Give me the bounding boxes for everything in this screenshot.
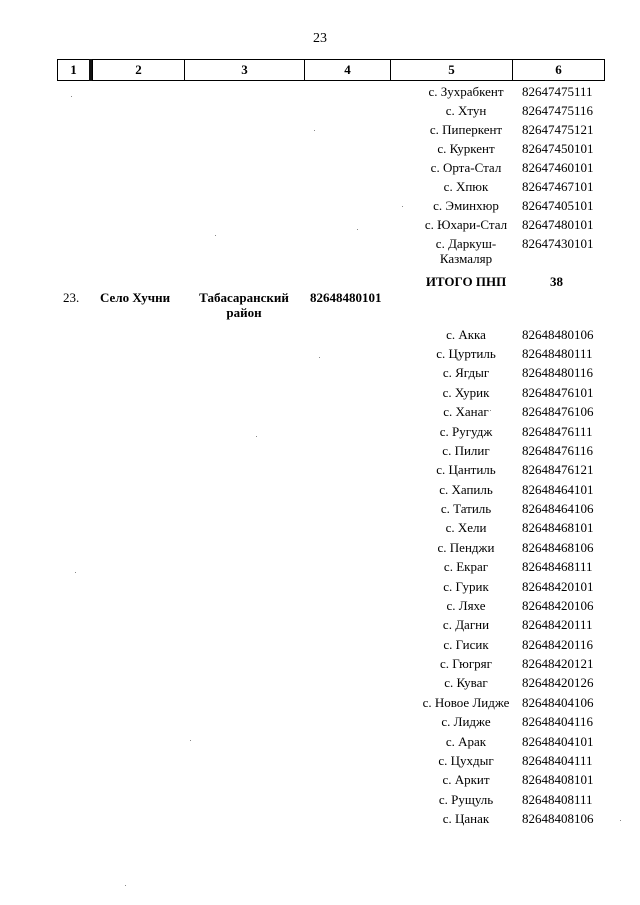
entry-number: 23. xyxy=(63,290,80,305)
locality-name: с. Ругудж xyxy=(439,424,493,439)
scan-speck xyxy=(620,820,621,821)
scan-speck xyxy=(319,357,320,358)
header-label: 4 xyxy=(344,62,351,77)
locality-name: с. Орта-Стал xyxy=(430,160,502,175)
locality-code: 82648480116 xyxy=(522,365,594,380)
locality-code: 82648464101 xyxy=(522,482,594,497)
locality-name: с. Зухрабкент xyxy=(428,84,504,99)
total-value: 38 xyxy=(550,274,563,289)
entry-district: Табасаранский xyxy=(199,290,289,305)
locality-name: с. Цанак xyxy=(442,811,490,826)
header-cell-5 xyxy=(390,59,512,81)
header-label: 3 xyxy=(241,62,248,77)
scan-speck xyxy=(490,410,491,411)
header-cell-4 xyxy=(304,59,390,81)
locality-code: 82647467101 xyxy=(522,179,594,194)
locality-code: 82648420111 xyxy=(522,617,593,632)
locality-name: с. Эминхюр xyxy=(433,198,499,213)
locality-name: с. Гисик xyxy=(443,637,489,652)
locality-code: 82647450101 xyxy=(522,141,594,156)
locality-code: 82648464106 xyxy=(522,501,594,516)
header-label: 1 xyxy=(70,62,77,77)
locality-name: с. Юхари-Стал xyxy=(424,217,508,232)
page-number: 23 xyxy=(313,31,327,46)
locality-name: с. Ляхе xyxy=(446,598,486,613)
locality-code: 82648476121 xyxy=(522,462,594,477)
locality-name: с. Пенджи xyxy=(437,540,495,555)
locality-name: с. Лидже xyxy=(441,714,491,729)
header-cell-6 xyxy=(512,59,605,81)
locality-code: 82647475111 xyxy=(522,84,593,99)
locality-code: 82648420126 xyxy=(522,675,594,690)
locality-code: 82648420116 xyxy=(522,637,594,652)
locality-code: 82648476111 xyxy=(522,424,593,439)
scan-speck xyxy=(125,885,126,886)
scan-speck xyxy=(75,572,76,573)
locality-name: с. Цухдыг xyxy=(438,753,494,768)
scan-speck xyxy=(256,436,257,437)
locality-name: с. Аркит xyxy=(442,772,490,787)
locality-code: 82647480101 xyxy=(522,217,594,232)
locality-code: 82648468111 xyxy=(522,559,593,574)
locality-code: 82647430101 xyxy=(522,236,594,251)
locality-name: с. Хпюк xyxy=(443,179,489,194)
locality-code: 82647475121 xyxy=(522,122,594,137)
locality-name: с. Гюгряг xyxy=(440,656,492,671)
locality-name: с. Хтун xyxy=(445,103,487,118)
locality-code: 82648404101 xyxy=(522,734,594,749)
header-label: 5 xyxy=(448,62,455,77)
locality-code: 82648476101 xyxy=(522,385,594,400)
locality-code: 82647475116 xyxy=(522,103,594,118)
locality-code: 82648480111 xyxy=(522,346,593,361)
locality-code: 82648408111 xyxy=(522,792,593,807)
locality-code: 82648404106 xyxy=(522,695,594,710)
locality-name: с. Рущуль xyxy=(438,792,494,807)
locality-name: с. Пиперкент xyxy=(429,122,503,137)
header-cell-1 xyxy=(57,59,89,81)
header-cell-2 xyxy=(92,59,184,81)
locality-name: с. Гурик xyxy=(443,579,489,594)
locality-code: 82648404116 xyxy=(522,714,594,729)
locality-name: с. Дагни xyxy=(442,617,490,632)
entry-district-continued: район xyxy=(226,305,262,320)
locality-name: с. Новое Лидже xyxy=(422,695,510,710)
locality-code: 82648404111 xyxy=(522,753,593,768)
locality-name: с. Куваг xyxy=(444,675,488,690)
locality-code: 82648476106 xyxy=(522,404,594,419)
header-label: 6 xyxy=(555,62,562,77)
locality-name-continued: Казмаляр xyxy=(439,251,493,266)
locality-name: с. Татиль xyxy=(440,501,492,516)
locality-name: с. Екраг xyxy=(443,559,489,574)
locality-name: с. Хапиль xyxy=(439,482,493,497)
total-label: ИТОГО ПНП xyxy=(425,274,507,289)
locality-name: с. Пилиг xyxy=(442,443,490,458)
scan-speck xyxy=(71,96,72,97)
locality-code: 82648408101 xyxy=(522,772,594,787)
locality-name: с. Хурик xyxy=(442,385,490,400)
scan-speck xyxy=(190,740,191,741)
locality-code: 82648476116 xyxy=(522,443,594,458)
entry-code: 82648480101 xyxy=(310,290,382,305)
scan-speck xyxy=(314,130,315,131)
locality-name: с. Цантиль xyxy=(436,462,496,477)
locality-code: 82648408106 xyxy=(522,811,594,826)
scan-speck xyxy=(402,206,403,207)
header-cell-3 xyxy=(184,59,304,81)
scan-speck xyxy=(357,229,358,230)
locality-code: 82648420121 xyxy=(522,656,594,671)
header-label: 2 xyxy=(135,62,142,77)
locality-code: 82648420106 xyxy=(522,598,594,613)
locality-name: с. Арак xyxy=(445,734,487,749)
locality-name: с. Куркент xyxy=(437,141,495,156)
locality-name: с. Ягдыг xyxy=(442,365,490,380)
locality-code: 82648468106 xyxy=(522,540,594,555)
entry-name: Село Хучни xyxy=(100,290,171,305)
scan-speck xyxy=(215,235,216,236)
locality-code: 82647460101 xyxy=(522,160,594,175)
locality-name: с. Цуртиль xyxy=(436,346,496,361)
locality-name: с. Хели xyxy=(445,520,487,535)
locality-name: с. Ханаг xyxy=(443,404,489,419)
locality-name: с. Даркуш- xyxy=(435,236,497,251)
locality-code: 82648468101 xyxy=(522,520,594,535)
locality-name: с. Акка xyxy=(446,327,486,342)
locality-code: 82648420101 xyxy=(522,579,594,594)
locality-code: 82648480106 xyxy=(522,327,594,342)
locality-code: 82647405101 xyxy=(522,198,594,213)
